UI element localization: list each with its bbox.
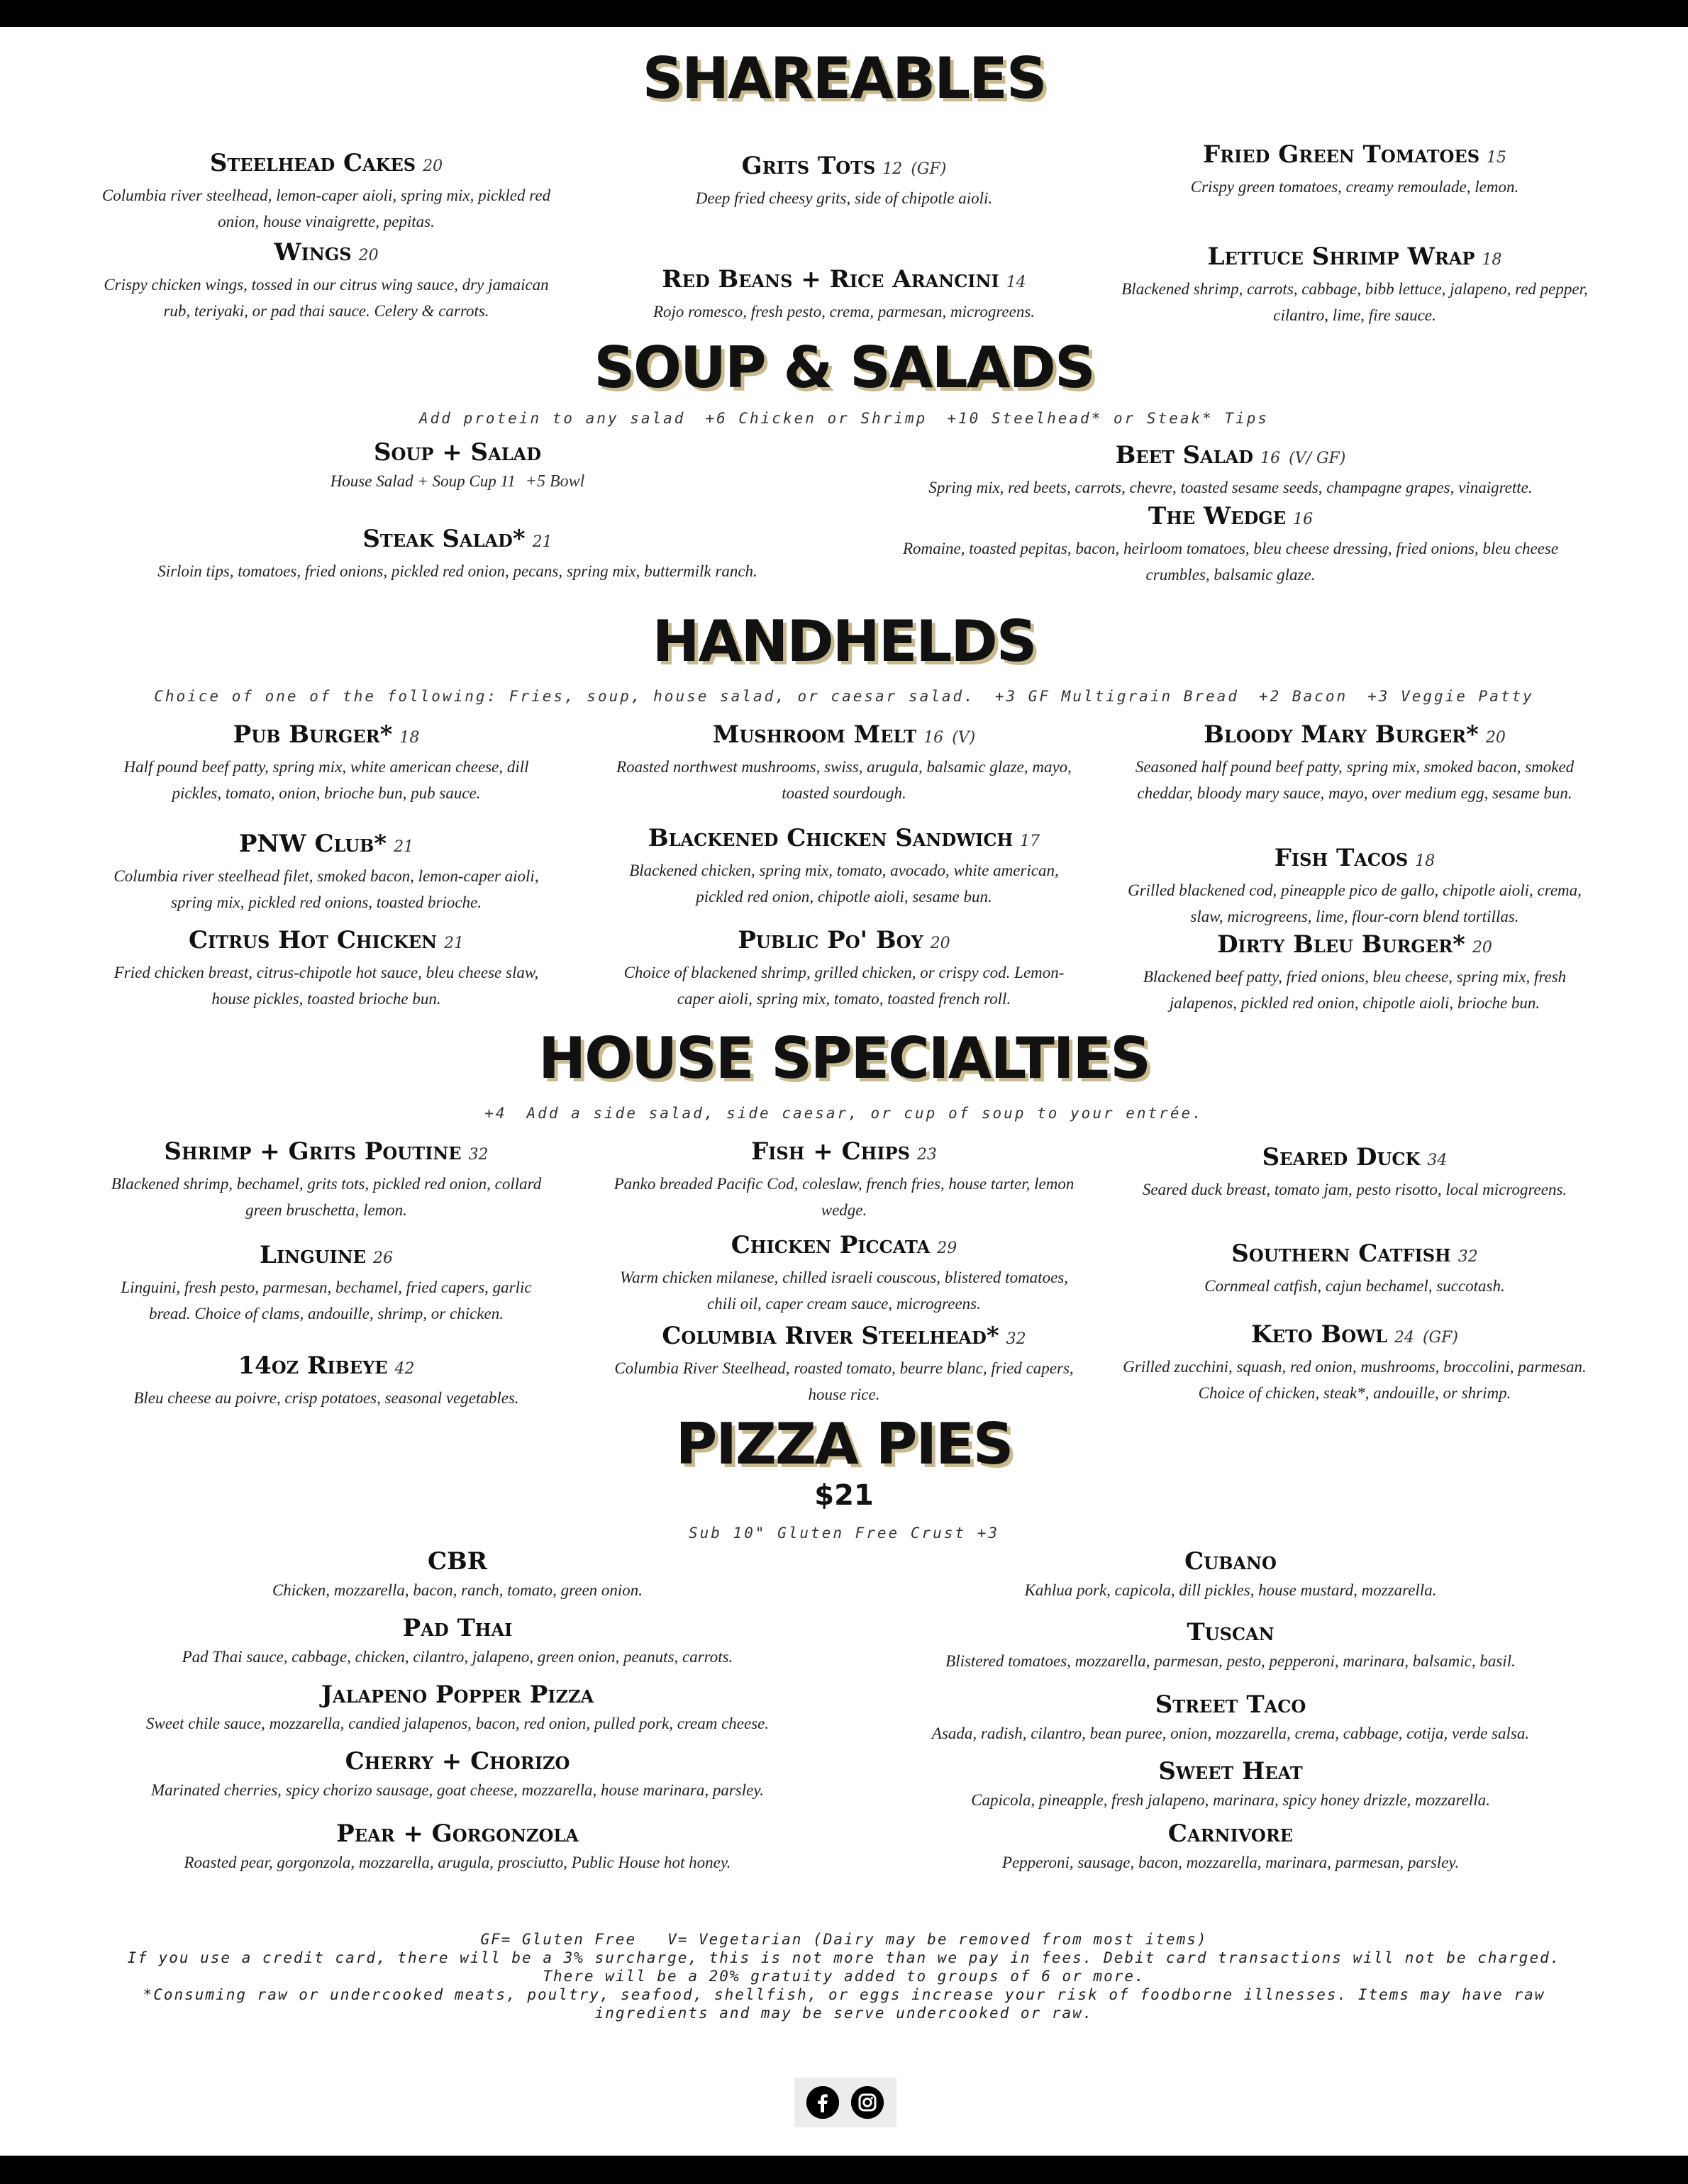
item-name: 14oz Ribeye: [238, 1352, 388, 1380]
item-desc: Crispy green tomatoes, creamy remoulade, lemon.: [1190, 178, 1519, 196]
item-desc: Crispy chicken wings, tossed in our citrus wing sauce, dry jamaican rub, teriyaki, or pad thai sauce. Celery & carrots.: [104, 276, 549, 320]
gratuity-note: There will be a 20% gratuity added to groups of 6 or more.: [543, 1968, 1145, 1985]
menu-item: [99, 926, 553, 1012]
item-name: Beet Salad: [1115, 441, 1254, 469]
item-price: 32: [1457, 1248, 1478, 1266]
item-name: Carnivore: [1167, 1820, 1294, 1848]
item-desc: Rojo romesco, fresh pesto, crema, parmesan, microgreens.: [653, 303, 1035, 321]
menu-item: [610, 265, 1078, 325]
pizza-item: [865, 1820, 1596, 1876]
menu-item: [610, 1231, 1078, 1317]
item-price: 24: [1394, 1329, 1414, 1347]
item-desc: Bleu cheese au poivre, crisp potatoes, seasonal vegetables.: [133, 1389, 519, 1407]
menu-item: [1121, 243, 1589, 328]
section-title-pizza-pies: PIZZA PIES: [675, 1411, 1013, 1477]
item-desc: Half pound beef patty, spring mix, white american cheese, dill pickles, tomato, onion, brioche bun, pub sauce.: [123, 758, 529, 802]
item-desc: Roasted northwest mushrooms, swiss, arugula, balsamic glaze, mayo, toasted sourdough.: [616, 758, 1072, 802]
item-desc: Warm chicken milanese, chilled israeli couscous, blistered tomatoes, chili oil, caper cream sauce, microgreens.: [620, 1269, 1068, 1313]
item-name: Blackened Chicken Sandwich: [648, 824, 1014, 852]
item-desc: Chicken, mozzarella, bacon, ranch, tomato, green onion.: [272, 1581, 643, 1599]
item-price: 18: [399, 729, 420, 747]
item-price: 16: [1293, 511, 1314, 528]
item-desc: Columbia River Steelhead, roasted tomato, beurre blanc, fried capers, house rice.: [614, 1359, 1074, 1403]
item-desc: Pepperoni, sausage, bacon, mozzarella, marinara, parmesan, parsley.: [1001, 1854, 1460, 1871]
pizza-note: Sub 10" Gluten Free Crust +3: [688, 1525, 999, 1542]
item-name: Red Beans + Rice Arancini: [662, 265, 999, 294]
item-name: Fried Green Tomatoes: [1202, 140, 1480, 169]
item-desc: Spring mix, red beets, carrots, chevre, toasted sesame seeds, champagne grapes, vinaigrette.: [928, 479, 1533, 496]
item-desc: Columbia river steelhead, lemon-caper aioli, spring mix, pickled red onion, house vinaigrette, pepitas.: [101, 186, 551, 230]
item-tag: (V): [952, 729, 976, 747]
item-price: 20: [1485, 729, 1506, 747]
item-price: 16: [923, 729, 944, 747]
item-price: 21: [394, 838, 414, 856]
item-name: Grits Tots: [741, 152, 876, 180]
foodborne-warning: *Consuming raw or undercooked meats, poultry, seafood, shellfish, or eggs increase your risk of foodborne illnesses. Items may have raw ingredients and may be serve undercooked or raw.: [143, 1986, 1545, 2022]
pizza-item: [99, 1681, 816, 1737]
menu-item: [610, 824, 1078, 910]
item-price: 14: [1006, 274, 1026, 291]
pizza-price: $21: [814, 1479, 874, 1512]
menu-item: [1121, 1239, 1589, 1299]
pizza-item: [865, 1547, 1596, 1603]
item-name: Fish + Chips: [751, 1137, 910, 1166]
item-name: Sweet Heat: [1158, 1757, 1303, 1785]
item-name: Cherry + Chorizo: [345, 1747, 570, 1776]
item-name: Pub Burger*: [233, 720, 393, 749]
item-desc: Choice of blackened shrimp, grilled chicken, or crispy cod. Lemon-caper aioli, spring mix, tomato, toasted french roll.: [623, 964, 1065, 1008]
social-links: [794, 2078, 896, 2127]
item-price: 21: [444, 935, 465, 952]
handhelds-note: Choice of one of the following: Fries, soup, house salad, or caesar salad. +3 GF Multigrain Bread +2 Bacon +3 Veggie Patty: [154, 688, 1534, 705]
legend: GF= Gluten Free V= Vegetarian (Dairy may be removed from most items): [480, 1931, 1208, 1948]
pizza-item: [99, 1747, 816, 1803]
item-name: Wings: [274, 238, 352, 267]
item-price: 26: [372, 1249, 393, 1267]
item-price: 32: [468, 1146, 489, 1164]
menu-item: [1121, 1143, 1589, 1203]
item-price: 34: [1427, 1152, 1448, 1169]
item-desc: Blackened chicken, spring mix, tomato, avocado, white american, pickled red onion, chipotle aioli, sesame bun.: [629, 862, 1059, 906]
item-desc: Columbia river steelhead filet, smoked bacon, lemon-caper aioli, spring mix, pickled red onions, toasted brioche.: [113, 867, 539, 911]
menu-item: [596, 1322, 1092, 1408]
section-title-soup-salads: SOUP & SALADS: [594, 335, 1094, 401]
item-name: Street Taco: [1155, 1690, 1306, 1719]
item-name: Lettuce Shrimp Wrap: [1207, 243, 1475, 271]
item-desc: Blackened beef patty, fried onions, bleu cheese, spring mix, fresh jalapenos, pickled red onion, chipotle aioli, brioche bun.: [1143, 968, 1567, 1012]
item-extra: +5 Bowl: [525, 472, 585, 491]
item-price: 29: [937, 1239, 957, 1257]
menu-item: [1121, 720, 1589, 806]
item-name: Mushroom Melt: [712, 720, 917, 749]
item-name: Seared Duck: [1262, 1143, 1421, 1171]
item-desc: Cornmeal catfish, cajun bechamel, succotash.: [1204, 1277, 1505, 1295]
item-price: 23: [916, 1146, 937, 1164]
facebook-icon[interactable]: [806, 2086, 839, 2119]
item-name: The Wedge: [1148, 502, 1287, 530]
item-desc: Romaine, toasted pepitas, bacon, heirloom tomatoes, bleu cheese dressing, fried onions, bleu cheese crumbles, balsamic glaze.: [902, 540, 1559, 584]
item-name: Pear + Gorgonzola: [336, 1820, 579, 1848]
pizza-item: [865, 1618, 1596, 1674]
item-name: Citrus Hot Chicken: [188, 926, 438, 954]
item-price: 15: [1487, 149, 1507, 167]
item-desc: Sirloin tips, tomatoes, fried onions, pickled red onion, pecans, spring mix, buttermilk ranch.: [157, 562, 757, 580]
menu-item: [1121, 930, 1589, 1016]
menu-item: [99, 1352, 553, 1411]
menu-item: [99, 830, 553, 915]
item-price: 20: [1472, 939, 1492, 957]
item-desc: Grilled blackened cod, pineapple pico de gallo, chipotle aioli, crema, slaw, microgreens, lime, flour-corn blend tortillas.: [1128, 881, 1582, 925]
item-desc: Fried chicken breast, citrus-chipotle hot sauce, bleu cheese slaw, house pickles, toasted brioche bun.: [113, 964, 539, 1008]
item-tag: (GF): [1422, 1329, 1458, 1347]
surcharge-note: If you use a credit card, there will be a 3% surcharge, this is not more than we pay in fees. Debit card transactions will not be charged.: [127, 1949, 1561, 1966]
item-price: 32: [1006, 1330, 1026, 1348]
item-price: 12: [882, 160, 903, 178]
menu-item: [99, 438, 816, 495]
item-desc: Panko breaded Pacific Cod, coleslaw, french fries, house tarter, lemon wedge.: [613, 1175, 1075, 1219]
item-name: Linguine: [260, 1241, 366, 1269]
section-title-shareables: SHAREABLES: [642, 45, 1046, 111]
menu-item: [610, 152, 1078, 211]
top-bar: [0, 0, 1688, 27]
menu-item: [879, 502, 1582, 588]
item-name: Jalapeno Popper Pizza: [321, 1681, 594, 1709]
menu-item: [99, 1241, 553, 1327]
item-name: Keto Bowl: [1251, 1320, 1387, 1349]
menu-item: [610, 926, 1078, 1012]
item-desc: Grilled zucchini, squash, red onion, mushrooms, broccolini, parmesan. Choice of chicken, steak*, andouille, or shrimp.: [1123, 1358, 1587, 1402]
menu-item: [99, 149, 553, 235]
item-name: Shrimp + Grits Poutine: [164, 1137, 462, 1166]
item-name: Fish Tacos: [1274, 844, 1409, 872]
item-price: 18: [1415, 852, 1436, 870]
item-desc: Blackened shrimp, carrots, cabbage, bibb lettuce, jalapeno, red pepper, cilantro, lime, fire sauce.: [1121, 280, 1588, 324]
item-price: 42: [394, 1360, 415, 1378]
item-name: Dirty Bleu Burger*: [1217, 930, 1465, 959]
pizza-item: [865, 1757, 1596, 1813]
item-price: 20: [358, 247, 379, 264]
item-name: CBR: [427, 1547, 488, 1576]
item-name: Chicken Piccata: [731, 1231, 931, 1259]
item-name: Public Po' Boy: [738, 926, 923, 954]
item-desc: Seared duck breast, tomato jam, pesto risotto, local microgreens.: [1142, 1181, 1567, 1198]
item-name: Columbia River Steelhead*: [662, 1322, 999, 1350]
pizza-item: [99, 1614, 816, 1670]
item-name: Tuscan: [1187, 1618, 1275, 1647]
item-desc: Sweet chile sauce, mozzarella, candied jalapenos, bacon, red onion, pulled pork, cream cheese.: [145, 1715, 770, 1732]
item-desc: House Salad + Soup Cup 11: [330, 472, 516, 490]
item-name: Steelhead Cakes: [209, 149, 416, 177]
pizza-item: [99, 1820, 816, 1876]
item-desc: Pad Thai sauce, cabbage, chicken, cilantro, jalapeno, green onion, peanuts, carrots.: [182, 1648, 733, 1666]
menu-item: [610, 720, 1078, 806]
item-desc: Linguini, fresh pesto, parmesan, bechamel, fried capers, garlic bread. Choice of clams, andouille, shrimp, or chicken.: [121, 1278, 532, 1322]
menu-item: [610, 1137, 1078, 1223]
item-name: Bloody Mary Burger*: [1204, 720, 1479, 749]
menu-item: [865, 441, 1596, 501]
item-desc: Marinated cherries, spicy chorizo sausage, goat cheese, mozzarella, house marinara, parsley.: [150, 1781, 765, 1799]
section-title-handhelds: HANDHELDS: [652, 608, 1036, 674]
pizza-item: [865, 1690, 1596, 1746]
menu-item: [99, 525, 816, 584]
item-desc: Blistered tomatoes, mozzarella, parmesan, pesto, pepperoni, marinara, balsamic, basil.: [945, 1652, 1516, 1670]
item-price: 20: [930, 935, 950, 952]
menu-item: [1121, 844, 1589, 930]
section-title-house-specialties: HOUSE SPECIALTIES: [538, 1025, 1150, 1091]
item-name: PNW Club*: [238, 830, 387, 858]
footer-notes: [85, 1930, 1603, 2022]
menu-item: [1121, 140, 1589, 200]
item-tag: (GF): [911, 160, 947, 178]
bottom-bar: [0, 2156, 1688, 2184]
item-desc: Roasted pear, gorgonzola, mozzarella, arugula, prosciutto, Public House hot honey.: [184, 1854, 731, 1871]
item-name: Steak Salad*: [362, 525, 526, 553]
item-price: 16: [1260, 450, 1281, 467]
menu-item: [1121, 1320, 1589, 1406]
item-desc: Deep fried cheesy grits, side of chipotle aioli.: [695, 189, 993, 207]
soup-salads-note: Add protein to any salad +6 Chicken or Shrimp +10 Steelhead* or Steak* Tips: [419, 410, 1269, 427]
item-name: Soup + Salad: [373, 438, 542, 467]
item-name: Cubano: [1184, 1547, 1277, 1576]
item-desc: Kahlua pork, capicola, dill pickles, house mustard, mozzarella.: [1024, 1581, 1437, 1599]
item-price: 21: [532, 533, 553, 551]
item-tag: (V/ GF): [1289, 450, 1346, 467]
menu-item: [99, 720, 553, 806]
item-price: 20: [423, 157, 443, 175]
item-desc: Seasoned half pound beef patty, spring mix, smoked bacon, smoked cheddar, bloody mary sauce, mayo, over medium egg, sesame bun.: [1135, 758, 1575, 802]
item-price: 18: [1482, 251, 1502, 269]
item-name: Pad Thai: [402, 1614, 513, 1642]
item-desc: Capicola, pineapple, fresh jalapeno, marinara, spicy honey drizzle, mozzarella.: [971, 1791, 1490, 1809]
menu-item: [99, 1137, 553, 1223]
item-name: Southern Catfish: [1231, 1239, 1451, 1268]
item-desc: Asada, radish, cilantro, bean puree, onion, mozzarella, crema, cabbage, cotija, verde salsa.: [931, 1725, 1530, 1742]
house-specialties-note: +4 Add a side salad, side caesar, or cup of soup to your entrée.: [484, 1105, 1204, 1122]
instagram-icon[interactable]: [851, 2086, 884, 2119]
item-price: 17: [1020, 832, 1040, 850]
pizza-item: [99, 1547, 816, 1603]
menu-item: [99, 238, 553, 324]
item-desc: Blackened shrimp, bechamel, grits tots, pickled red onion, collard green bruschetta, lemon.: [111, 1175, 542, 1219]
